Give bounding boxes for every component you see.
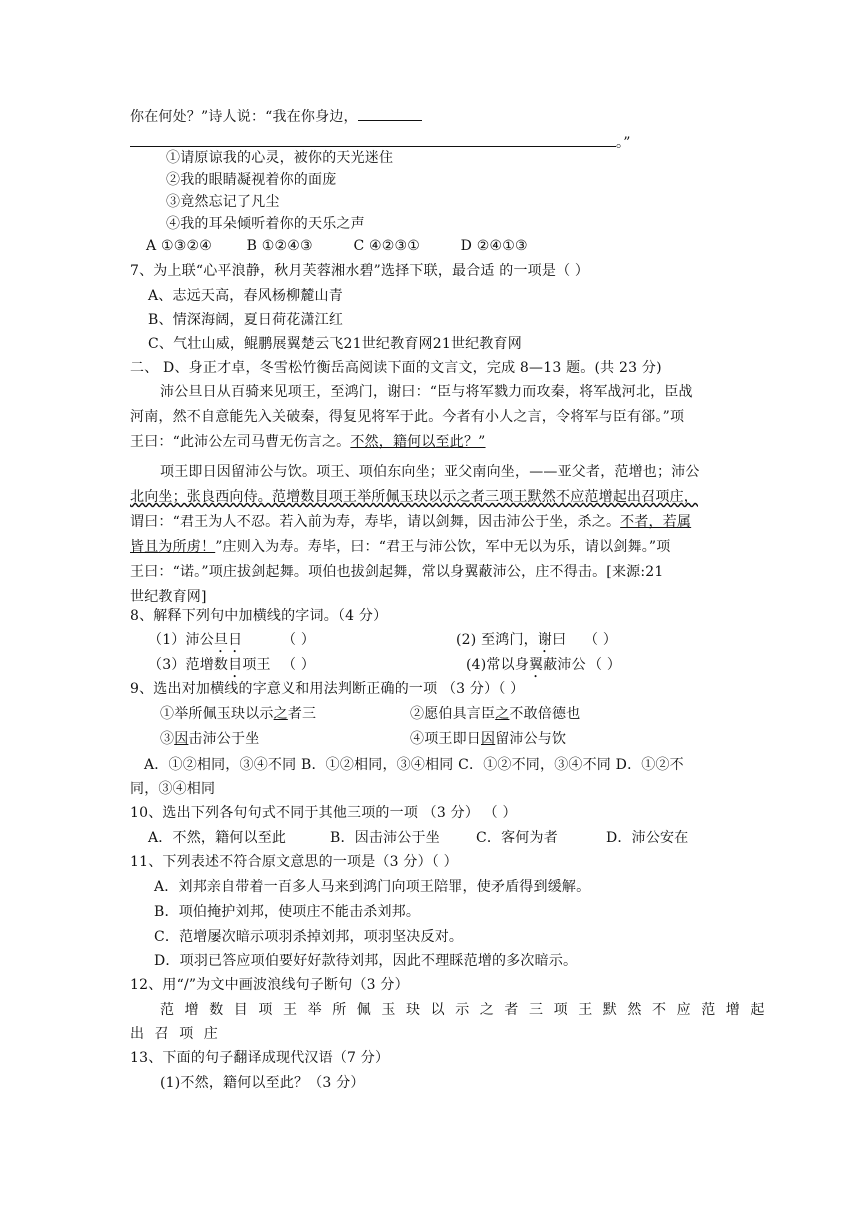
q8-item [148, 655, 271, 681]
poem-closing: 。” [616, 135, 631, 151]
q12-stem: 12、用“/”为文中画波浪线句子断句（3 分） [130, 977, 409, 993]
q9-item [160, 704, 316, 724]
answer-blank [358, 106, 422, 121]
item-text: 击沛公于坐 [188, 731, 260, 747]
poem-line-1 [130, 106, 422, 127]
passage-line [130, 487, 698, 507]
passage-line [130, 432, 486, 452]
q13-stem: 13、下面的句子翻译成现代汉语（7 分） [130, 1050, 390, 1066]
q7-option: B、情深海阔，夏日荷花潇江红 [148, 312, 344, 328]
underlined-word: 之 [495, 706, 510, 722]
q9-stem: 9、选出对加横线的字意义和用法判断正确的一项 （3 分）（ ） [130, 681, 525, 697]
underlined-sentence: 皆且为所虏！ [130, 539, 216, 555]
item-text: ②愿伯具言臣 [410, 706, 496, 722]
passage-line [130, 537, 670, 557]
marked-word: 翼 [529, 657, 544, 673]
item-text: 不敢倍德也 [509, 706, 581, 722]
section-heading: 二、 D、身正才卓，冬雪松竹衡岳高阅读下面的文言文，完成 8—13 题。(共 23 分) [130, 360, 662, 376]
poem-option: ①请原谅我的心灵，被你的天光迷住 [166, 150, 394, 166]
passage-line: 项王即日因留沛公与饮。项王、项伯东向坐；亚父南向坐，——亚父者，范增也；沛公 [160, 464, 700, 480]
poem-choices [146, 236, 528, 256]
choice-d: D ②④①③ [460, 238, 528, 254]
q9-item [410, 704, 580, 724]
underlined-sentence: 不然，籍何以至此？” [350, 434, 486, 450]
q8-item [466, 655, 586, 681]
q8-paren: （ ） [282, 657, 316, 673]
item-text: ④项王即日 [410, 731, 481, 747]
q7-stem: 7、为上联“心平浪静，秋月芙蓉湘水碧”选择下联，最合适 的一项是（ ） [130, 263, 590, 279]
passage-line: 沛公旦日从百骑来见项王，至鸿门，谢曰：“臣与将军戮力而攻秦，将军战河北，臣战 [160, 384, 693, 400]
poem-option: ②我的眼睛凝视着你的面庞 [166, 172, 337, 188]
item-text: ①举所佩玉玦以示 [160, 706, 274, 722]
q9-item [160, 729, 259, 749]
q11-option: B．项伯掩护刘邦，使项庄不能击杀刘邦。 [154, 904, 421, 920]
item-text: （1）沛公 [148, 632, 214, 648]
marked-word: 谢 [537, 632, 553, 648]
q10-option: B．因击沛公于坐 [330, 830, 440, 846]
item-text: (2) 至鸿门， [456, 632, 538, 648]
q9-item [410, 729, 566, 749]
choice-a: A ①③②④ [146, 238, 212, 254]
item-text: ③ [160, 731, 175, 747]
q9-answers: A．①②相同，③④不同 B．①②相同，③④相同 C．①②不同，③④不同 D．①②不 [144, 757, 684, 773]
wavy-sentence: 北向坐；张良西向侍。范增数目项王举所佩玉玦以示之者三项王默然不应范增起出召项庄， [130, 489, 698, 505]
item-text: 留沛公与饮 [495, 731, 567, 747]
item-text: (4)常以身 [466, 657, 530, 673]
q7-option: A、志远天高，春风杨柳麓山青 [148, 288, 343, 304]
passage-line: 世纪教育网] [130, 589, 207, 605]
choice-b: B ①②④③ [246, 238, 313, 254]
passage-line [130, 512, 691, 532]
poem-option: ③竟然忘记了凡尘 [166, 194, 280, 210]
q10-option: C．客何为者 [476, 830, 558, 846]
passage-text: 王曰：“此沛公左司马曹无伤言之。 [130, 434, 351, 450]
q9-answers: 同，③④相同 [130, 781, 216, 797]
underlined-word: 之 [273, 706, 288, 722]
marked-word: 目 [228, 657, 243, 673]
item-text: 者三 [287, 706, 317, 722]
passage-line: 河南，然不自意能先入关破秦，得复见将军于此。今者有小人之言，令将军与臣有郤。”项 [130, 409, 685, 425]
q8-item [456, 630, 566, 656]
q13-item: (1)不然，籍何以至此？（3 分） [160, 1075, 365, 1091]
q8-paren: （ ） [588, 657, 622, 673]
q8-paren: （ ） [584, 632, 618, 648]
passage-text: 谓曰：“君王为人不忍。若入前为寿，寿毕，请以剑舞，因击沛公于坐，杀之。 [130, 514, 621, 530]
passage-text: ”庄则入为寿。寿毕，曰：“君王与沛公饮，军中无以为乐，请以剑舞。”项 [215, 539, 671, 555]
q11-option: D．项羽已答应项伯要好好款待刘邦，因此不理睬范增的多次暗示。 [154, 953, 578, 969]
q10-option: D．沛公安在 [606, 830, 689, 846]
answer-blank-long [130, 132, 616, 147]
q7-option: C、气壮山威，鲲鹏展翼楚云飞21世纪教育网21世纪教育网 [148, 336, 522, 352]
item-text: 蔽沛公 [543, 657, 586, 673]
q10-stem: 10、选出下列各句句式不同于其他三项的一项 （3 分） （ ） [130, 805, 517, 821]
item-text: 项王 [242, 657, 271, 673]
underlined-sentence: 不者，若属 [620, 514, 692, 530]
item-text: 曰 [552, 632, 567, 648]
marked-word: 旦日 [213, 632, 243, 648]
q11-option: A．刘邦亲自带着一百多人马来到鸿门向项王陪罪，使矛盾得到缓解。 [154, 879, 591, 895]
q10-option: A．不然，籍何以至此 [148, 830, 287, 846]
choice-c: C ④②③① [353, 238, 421, 254]
q11-stem: 11、下列表述不符合原文意思的一项是（3 分）（ ） [130, 854, 458, 870]
q8-item [148, 630, 242, 656]
poem-option: ④我的耳朵倾听着你的天乐之声 [166, 216, 365, 232]
q8-stem: 8、解释下列句中加横线的字词。（4 分） [130, 608, 388, 624]
underlined-word: 因 [481, 731, 496, 747]
q12-sentence: 出召项庄 [130, 1026, 229, 1042]
q11-option: C．范增屡次暗示项羽杀掉刘邦，项羽坚决反对。 [154, 929, 464, 945]
q12-sentence: 范增数目项王举所佩玉玦以示之者三项王默然不应范增起 [160, 1002, 775, 1018]
poem-text: 你在何处？”诗人说：“我在你身边， [130, 109, 358, 125]
passage-line: 王曰：“诺。”项庄拔剑起舞。项伯也拔剑起舞，常以身翼蔽沛公，庄不得击。[来源:21 [130, 564, 664, 580]
item-text: （3）范增数 [148, 657, 229, 673]
underlined-word: 因 [174, 731, 189, 747]
q8-paren: （ ） [282, 632, 316, 648]
